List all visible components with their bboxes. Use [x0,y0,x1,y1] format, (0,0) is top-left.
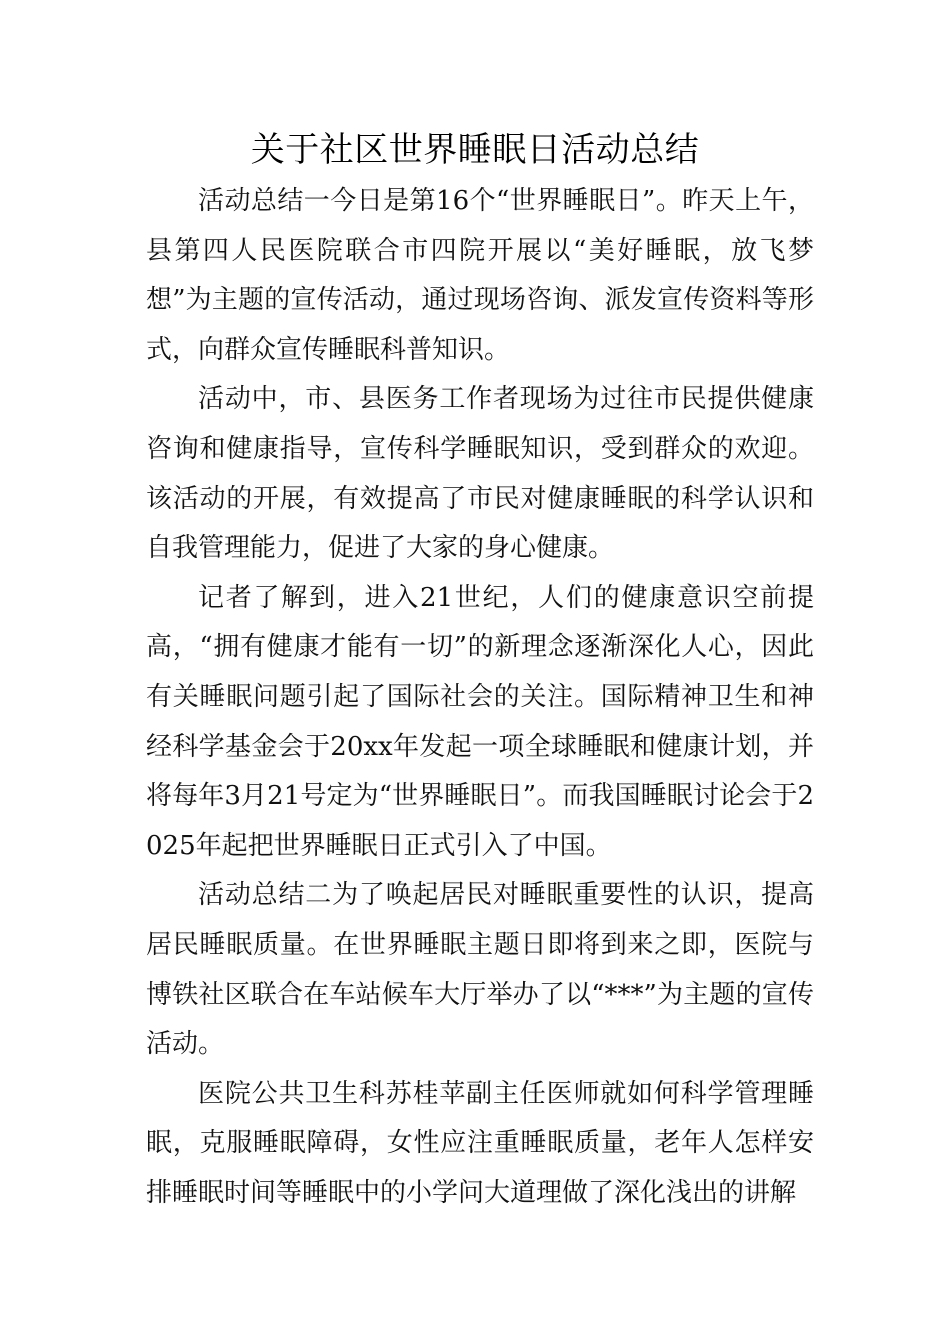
paragraph-1: 活动总结一今日是第16个“世界睡眠日”。昨天上午，县第四人民医院联合市四院开展以“美好睡眠，放飞梦想”为主题的宣传活动，通过现场咨询、派发宣传资料等形式，向群众宣传睡眠科普知识。 [146,186,814,365]
paragraph-4: 活动总结二为了唤起居民对睡眠重要性的认识，提高居民睡眠质量。在世界睡眠主题日即将到来之即，医院与博铁社区联合在车站候车大厅举办了以“***”为主题的宣传活动。 [146,880,814,1060]
paragraph-5: 医院公共卫生科苏桂苹副主任医师就如何科学管理睡眠，克服睡眠障碍，女性应注重睡眠质量，老年人怎样安排睡眠时间等睡眠中的小学问大道理做了深化浅出的讲解 [146,1078,814,1208]
document-body [146,177,814,1218]
paragraph-3: 记者了解到，进入21世纪，人们的健康意识空前提高，“拥有健康才能有一切”的新理念逐渐深化人心，因此有关睡眠问题引起了国际社会的关注。国际精神卫生和神经科学基金会于20xx年发起一项全球睡眠和健康计划，并将每年3月21号定为“世界睡眠日”。而我国睡眠讨论会于2025年起把世界睡眠日正式引入了中国。 [146,582,814,861]
paragraph-2: 活动中，市、县医务工作者现场为过往市民提供健康咨询和健康指导，宣传科学睡眠知识，受到群众的欢迎。该活动的开展，有效提高了市民对健康睡眠的科学认识和自我管理能力，促进了大家的身心健康。 [146,384,814,564]
document-title: 关于社区世界睡眠日活动总结 [250,130,700,170]
